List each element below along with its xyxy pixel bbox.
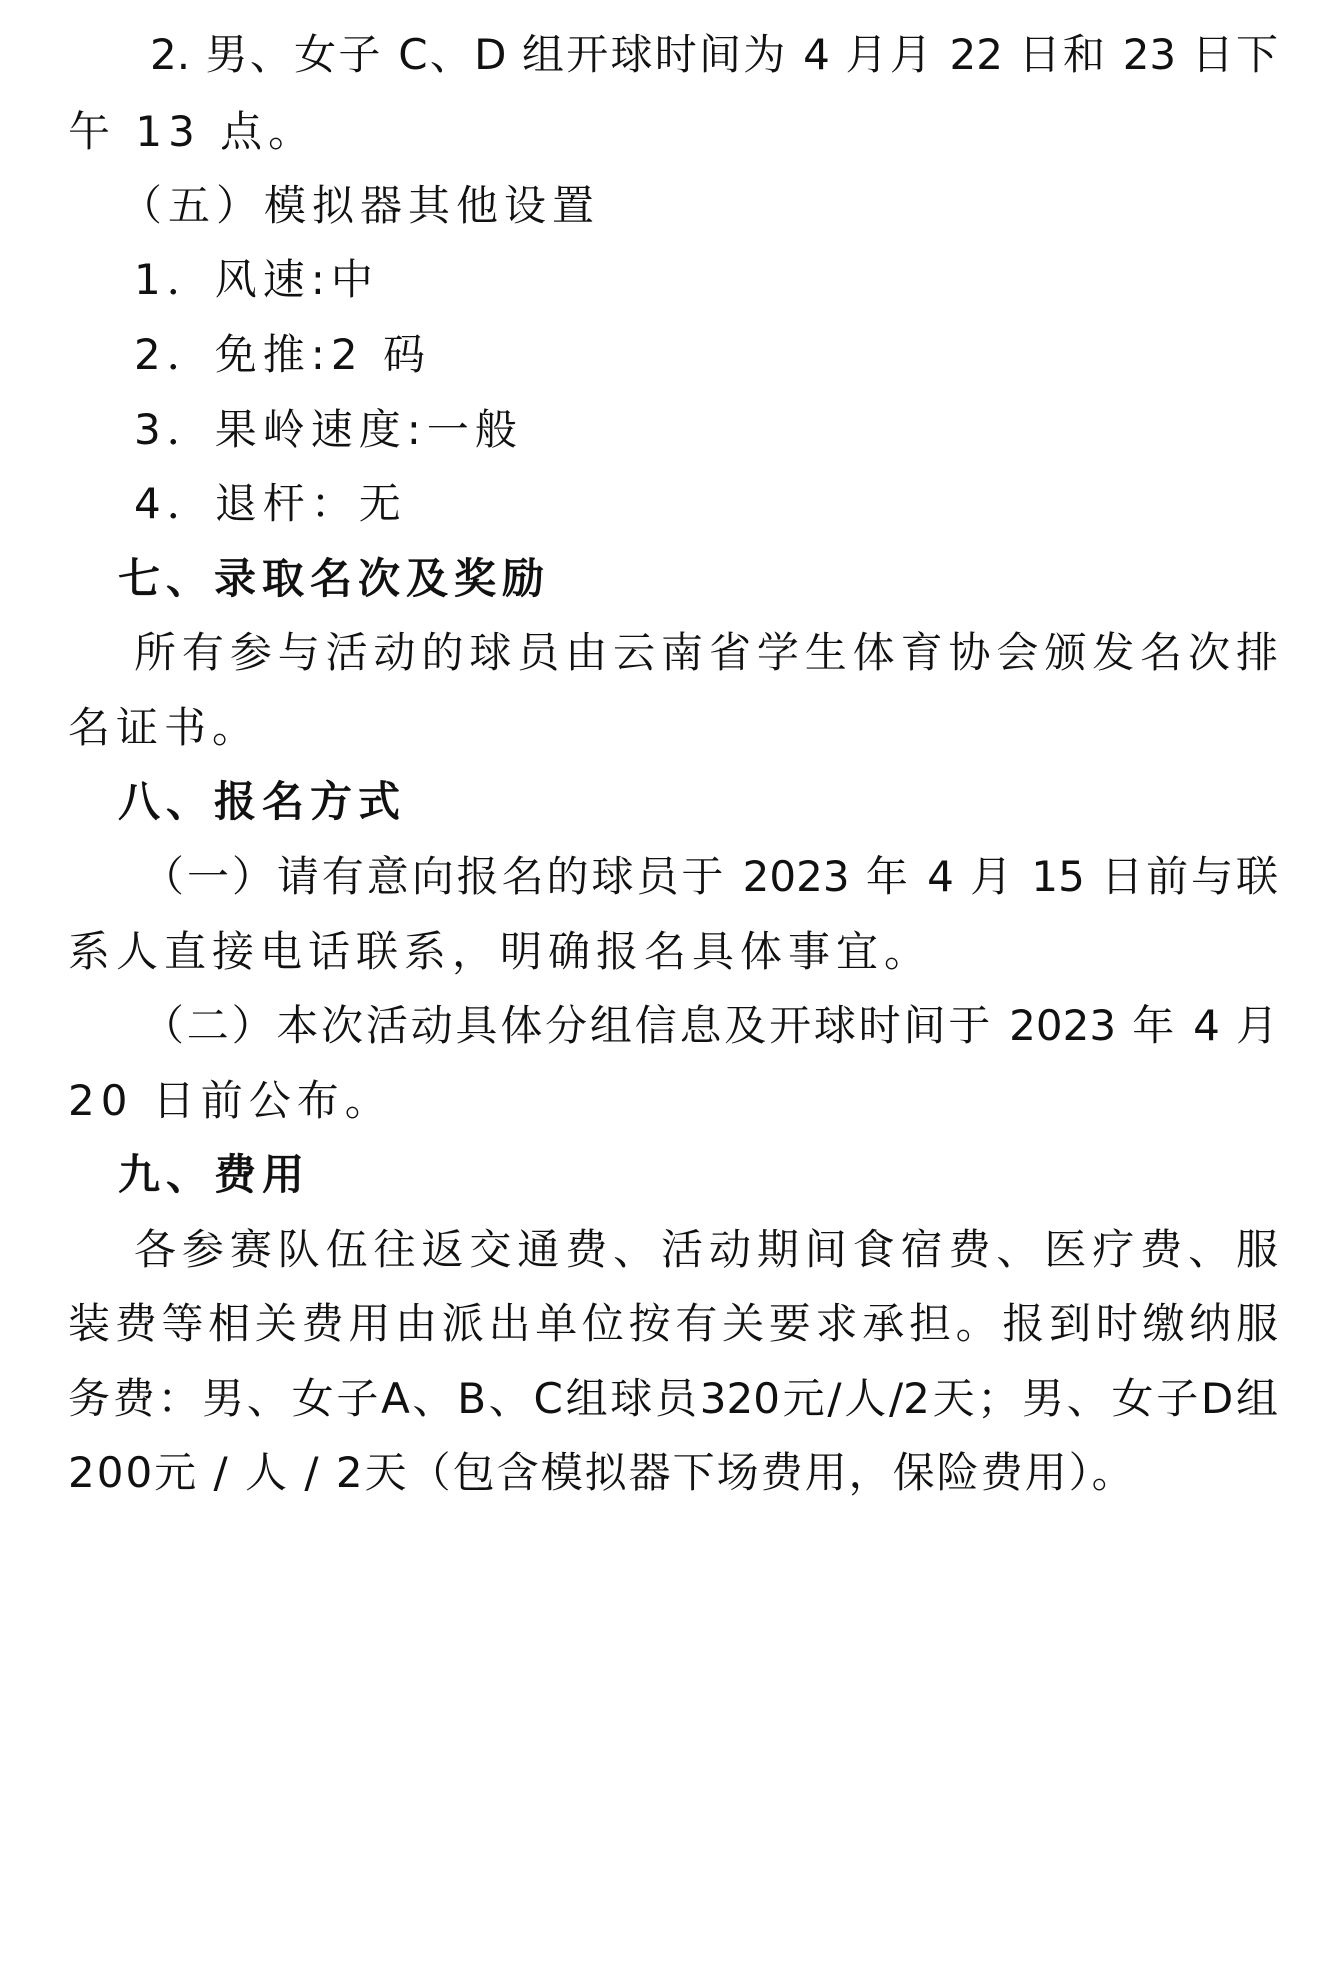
setting-item-gimme: 2．免推:2 码 — [134, 330, 431, 379]
paragraph-line-fees-3: 务费：男、女子A、B、C组球员320元/人/2天；男、女子D组 — [68, 1374, 1278, 1423]
paragraph-line-registration-3: （二）本次活动具体分组信息及开球时间于 2023 年 4 月 — [142, 1001, 1278, 1050]
paragraph-line-awards-2: 名证书。 — [68, 703, 261, 752]
paragraph-line-awards-1: 所有参与活动的球员由云南省学生体育协会颁发名次排 — [134, 628, 1278, 677]
paragraph-line-fees-1: 各参赛队伍往返交通费、活动期间食宿费、医疗费、服 — [134, 1225, 1278, 1274]
paragraph-line-registration-1: （一）请有意向报名的球员于 2023 年 4 月 15 日前与联 — [142, 852, 1278, 901]
section-heading-registration: 八、报名方式 — [118, 777, 407, 826]
setting-item-green-speed: 3．果岭速度:一般 — [134, 405, 523, 454]
setting-item-mulligan: 4．退杆：无 — [134, 479, 407, 528]
subsection-heading-simulator-settings: （五）模拟器其他设置 — [120, 181, 601, 230]
paragraph-line-registration-2: 系人直接电话联系，明确报名具体事宜。 — [68, 927, 933, 976]
paragraph-line-1: 2. 男、女子 C、D 组开球时间为 4 月月 22 日和 23 日下 — [150, 30, 1278, 79]
paragraph-line-2: 午 13 点。 — [68, 107, 317, 156]
paragraph-line-registration-4: 20 日前公布。 — [68, 1076, 393, 1125]
section-heading-awards: 七、录取名次及奖励 — [118, 554, 551, 603]
setting-item-wind-speed: 1．风速:中 — [134, 255, 379, 304]
paragraph-line-fees-4: 200元 / 人 / 2天（包含模拟器下场费用，保险费用）。 — [68, 1448, 1136, 1497]
paragraph-line-fees-2: 装费等相关费用由派出单位按有关要求承担。报到时缴纳服 — [68, 1299, 1278, 1348]
section-heading-fees: 九、费用 — [118, 1150, 311, 1199]
